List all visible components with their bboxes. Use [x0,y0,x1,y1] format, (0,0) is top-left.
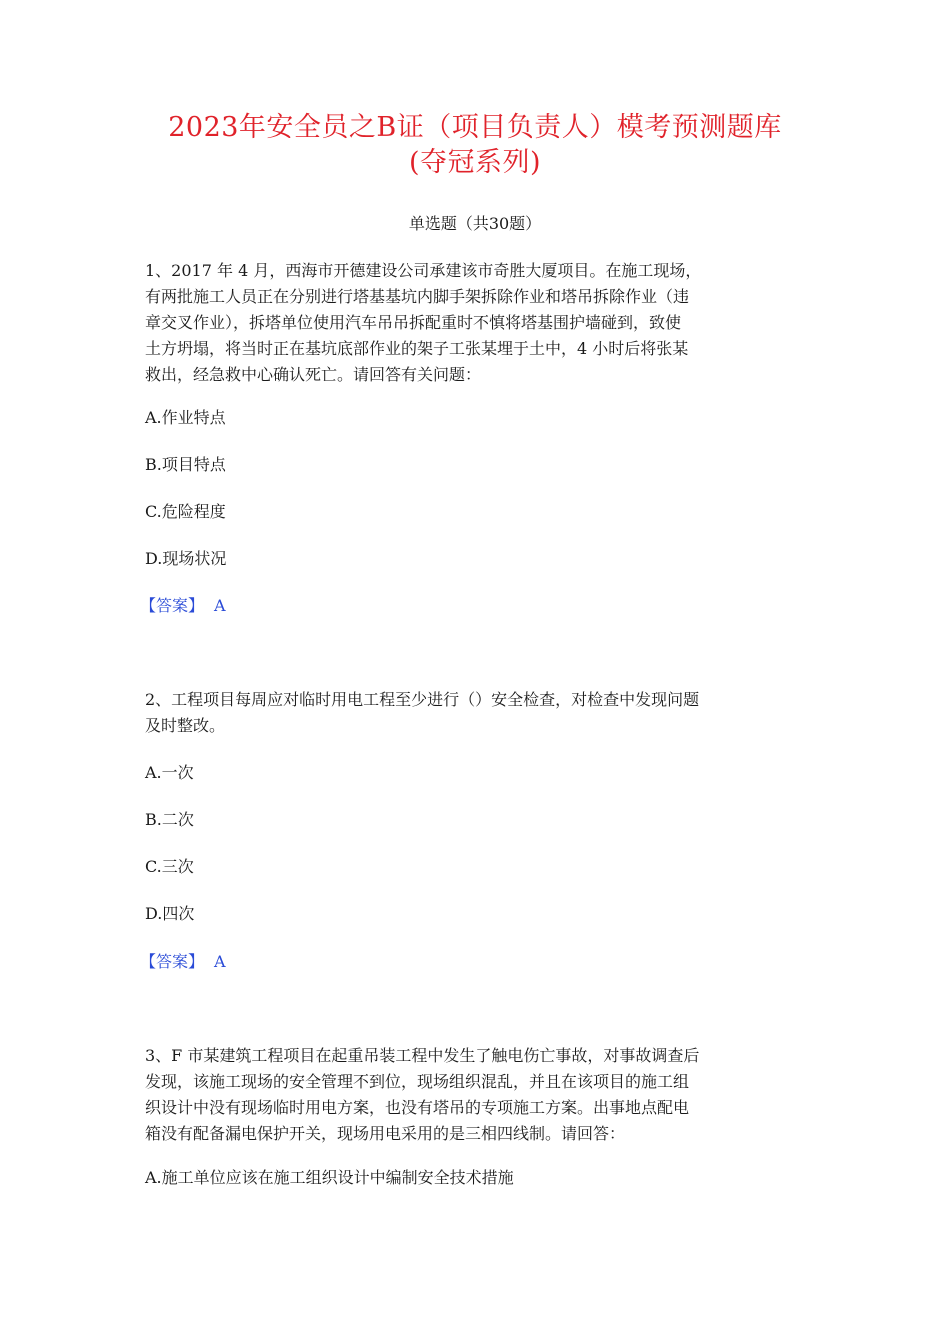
answer-line [140,950,226,974]
option-b: B.二次 [145,810,194,829]
question-stem-line: 1、2017 年 4 月，西海市开德建设公司承建该市奇胜大厦项目。在施工现场， [145,261,702,280]
question-stem-line: 章交叉作业），拆塔单位使用汽车吊吊拆配重时不慎将塔基围护墙碰到，致使 [145,313,682,332]
answer-value: A [214,596,226,615]
option-a: A.作业特点 [145,408,226,427]
section-heading: 单选题（共30题） [408,214,542,233]
answer-label: 【答案】 [140,596,205,615]
option-d: D.现场状况 [145,549,227,568]
question-stem-line: 有两批施工人员正在分别进行塔基基坑内脚手架拆除作业和塔吊拆除作业（违 [145,287,690,306]
option-a: A.一次 [145,763,194,782]
option-c: C.三次 [145,857,194,876]
question-stem-line: 及时整改。 [145,716,226,735]
answer-line [140,594,226,618]
option-c: C.危险程度 [145,502,226,521]
question-stem-line: 3、F 市某建筑工程项目在起重吊装工程中发生了触电伤亡事故，对事故调查后 [145,1046,700,1065]
option-b: B.项目特点 [145,455,226,474]
option-a: A.施工单位应该在施工组织设计中编制安全技术措施 [145,1168,514,1187]
question-stem-line: 箱没有配备漏电保护开关，现场用电采用的是三相四线制。请回答： [145,1124,626,1143]
document-title-line1: 2023年安全员之B证（项目负责人）模考预测题库 [168,112,782,143]
answer-value: A [214,952,226,971]
question-stem-line: 织设计中没有现场临时用电方案，也没有塔吊的专项施工方案。出事地点配电 [145,1098,690,1117]
question-stem-line: 2、工程项目每周应对临时用电工程至少进行（）安全检查，对检查中发现问题 [145,690,700,709]
answer-label: 【答案】 [140,952,205,971]
document-title-line2: (夺冠系列) [408,147,542,178]
question-stem-line: 救出，经急救中心确认死亡。请回答有关问题： [145,365,482,384]
question-stem-line: 发现，该施工现场的安全管理不到位，现场组织混乱，并且在该项目的施工组 [145,1072,690,1091]
question-stem-line: 土方坍塌，将当时正在基坑底部作业的架子工张某埋于土中，4 小时后将张某 [145,339,689,358]
option-d: D.四次 [145,904,195,923]
